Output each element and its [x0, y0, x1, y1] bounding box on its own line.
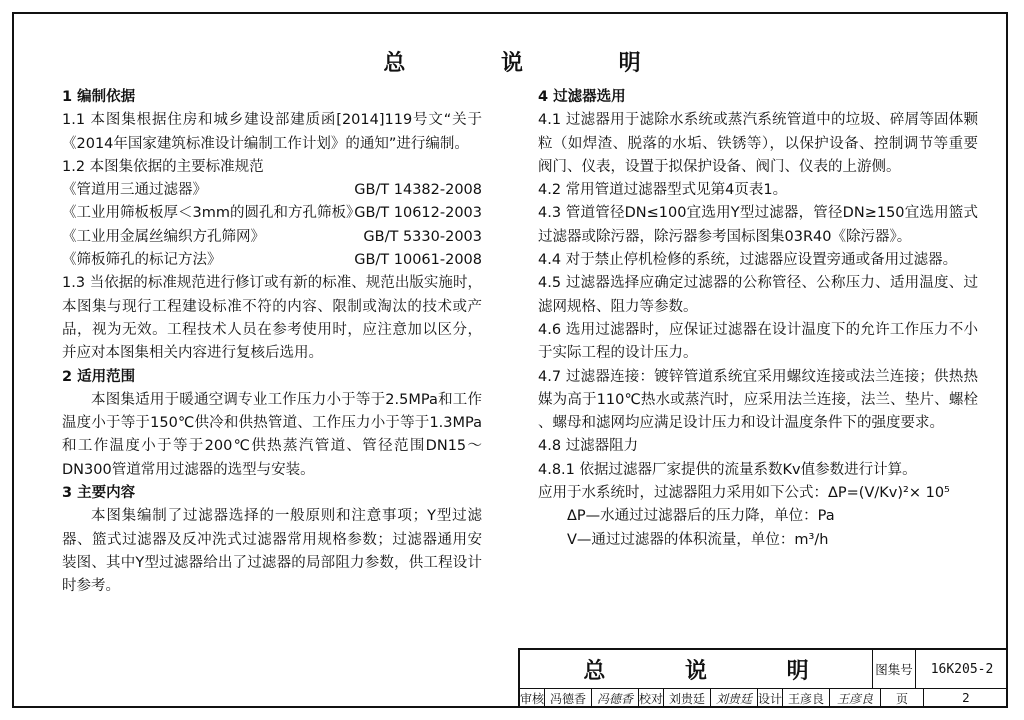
clause-4-2: 4.2 常用管道过滤器型式见第4页表1。: [538, 182, 788, 199]
page-label: 页: [881, 688, 924, 708]
clause-4-4: 4.4 对于禁止停机检修的系统，过滤器应设置旁通或备用过滤器。: [538, 252, 958, 269]
check-signature: 刘贵廷: [711, 688, 758, 708]
clause-4-3: 4.3 管道管径DN≤100宜选用Y型过滤器，管径DN≥150宜选用篮式过滤器或除污器，除污器参考国标图集03R40《除污器》。: [538, 205, 978, 245]
review-signature: 冯德香: [592, 688, 639, 708]
clause-4-8-1: 4.8.1 依据过滤器厂家提供的流量系数Kv值参数进行计算。: [538, 461, 917, 478]
clause-4-6: 4.6 选用过滤器时，应保证过滤器在设计温度下的允许工作压力不小于实际工程的设计压力。: [538, 321, 978, 362]
design-signature: 王彦良: [830, 688, 881, 708]
standard-name: 《筛板筛孔的标记方法》: [62, 252, 222, 269]
review-label: 审核: [520, 688, 545, 708]
atlas-number: 16K205-2: [930, 661, 994, 677]
standard-name: 《工业用金属丝编织方孔筛网》: [62, 228, 265, 245]
standard-row: [62, 226, 482, 249]
standard-row: [62, 202, 482, 225]
review-name: 冯德香: [545, 688, 592, 708]
section-4-heading: 4 过滤器选用: [538, 89, 626, 105]
title-block-title: 总 说 明: [520, 650, 873, 688]
right-column: [538, 86, 978, 552]
section-2-heading: 2 适用范围: [62, 368, 136, 385]
clause-1-1: 1.1 本图集根据住房和城乡建设部建质函[2014]119号文“关于《2014年国家建筑标准设计编制工作计划》的通知”进行编制。: [62, 112, 482, 152]
title-block-signature-row: [520, 688, 1008, 708]
section-3-body: 本图集编制了过滤器选择的一般原则和注意事项；Y型过滤器、篮式过滤器及反冲洗式过滤器常用规格参数；过滤器通用安装图、其中Y型过滤器给出了过滤器的局部阻力参数，供工程设计时参考。: [62, 508, 482, 595]
design-name: 王彦良: [783, 688, 830, 708]
standard-row: [62, 179, 482, 202]
design-label: 设计: [758, 688, 783, 708]
clause-4-8: 4.8 过滤器阻力: [538, 438, 639, 455]
title-block: [518, 648, 1008, 708]
page-number: 2: [962, 691, 970, 705]
standard-code: GB/T 5330-2003: [363, 228, 482, 245]
standard-code: GB/T 10061-2008: [354, 252, 482, 269]
standard-name: 《工业用筛板板厚＜3mm的圆孔和方孔筛板》: [62, 205, 361, 222]
title-block-top-row: [520, 650, 1008, 689]
standard-code: GB/T 14382-2008: [354, 182, 482, 199]
clause-4-5: 4.5 过滤器选择应确定过滤器的公称管径、公称压力、适用温度、过滤网规格、阻力等参数。: [538, 275, 978, 315]
standard-row: [62, 249, 482, 272]
standard-name: 《管道用三通过滤器》: [62, 182, 207, 199]
clause-1-3: 1.3 当依据的标准规范进行修订或有新的标准、规范出版实施时，本图集与现行工程建设标准不符的内容、限制或淘汰的技术或产品，视为无效。工程技术人员在参考使用时，应注意加以区分，并应对本图集相关内容进行复核后选用。: [62, 275, 482, 362]
clause-1-2: 1.2 本图集依据的主要标准规范: [62, 158, 264, 175]
standard-code: GB/T 10612-2003: [354, 205, 482, 222]
section-3-heading: 3 主要内容: [62, 485, 136, 502]
clause-4-7: 4.7 过滤器连接：镀锌管道系统宜采用螺纹连接或法兰连接；供热热媒为高于110℃热水或蒸汽时，应采用法兰连接，法兰、垫片、螺栓 、螺母和滤网均应满足设计压力和设计温度条件下的强度要求。: [538, 368, 978, 432]
atlas-number-label: 图集号: [873, 650, 916, 688]
check-label: 校对: [639, 688, 664, 708]
check-name: 刘贵廷: [664, 688, 711, 708]
delta-p-definition: ΔP—水通过过滤器后的压力降，单位：Pa: [567, 508, 835, 525]
formula-line: 应用于水系统时，过滤器阻力采用如下公式：ΔP=(V/Kv)²× 10⁵: [538, 485, 950, 502]
section-2-body: 本图集适用于暖通空调专业工作压力小于等于2.5MPa和工作温度小于等于150℃供冷和供热管道、工作压力小于等于1.3MPa和工作温度小于等于200℃供热蒸汽管道、管径范围DN15～DN300管道常用过滤器的选型与安装。: [62, 391, 482, 478]
page-title: 总 说 明: [383, 51, 685, 76]
flow-v-definition: V—通过过滤器的体积流量，单位：m³/h: [567, 531, 829, 548]
clause-4-1: 4.1 过滤器用于滤除水系统或蒸汽系统管道中的垃圾、碎屑等固体颗粒（如焊渣、脱落的水垢、铁锈等），以保护设备、控制调节等重要阀门、仪表，设置于拟保护设备、阀门、仪表的上游侧。: [538, 112, 978, 175]
section-1-heading: 1 编制依据: [62, 89, 136, 105]
left-column: [62, 86, 482, 599]
